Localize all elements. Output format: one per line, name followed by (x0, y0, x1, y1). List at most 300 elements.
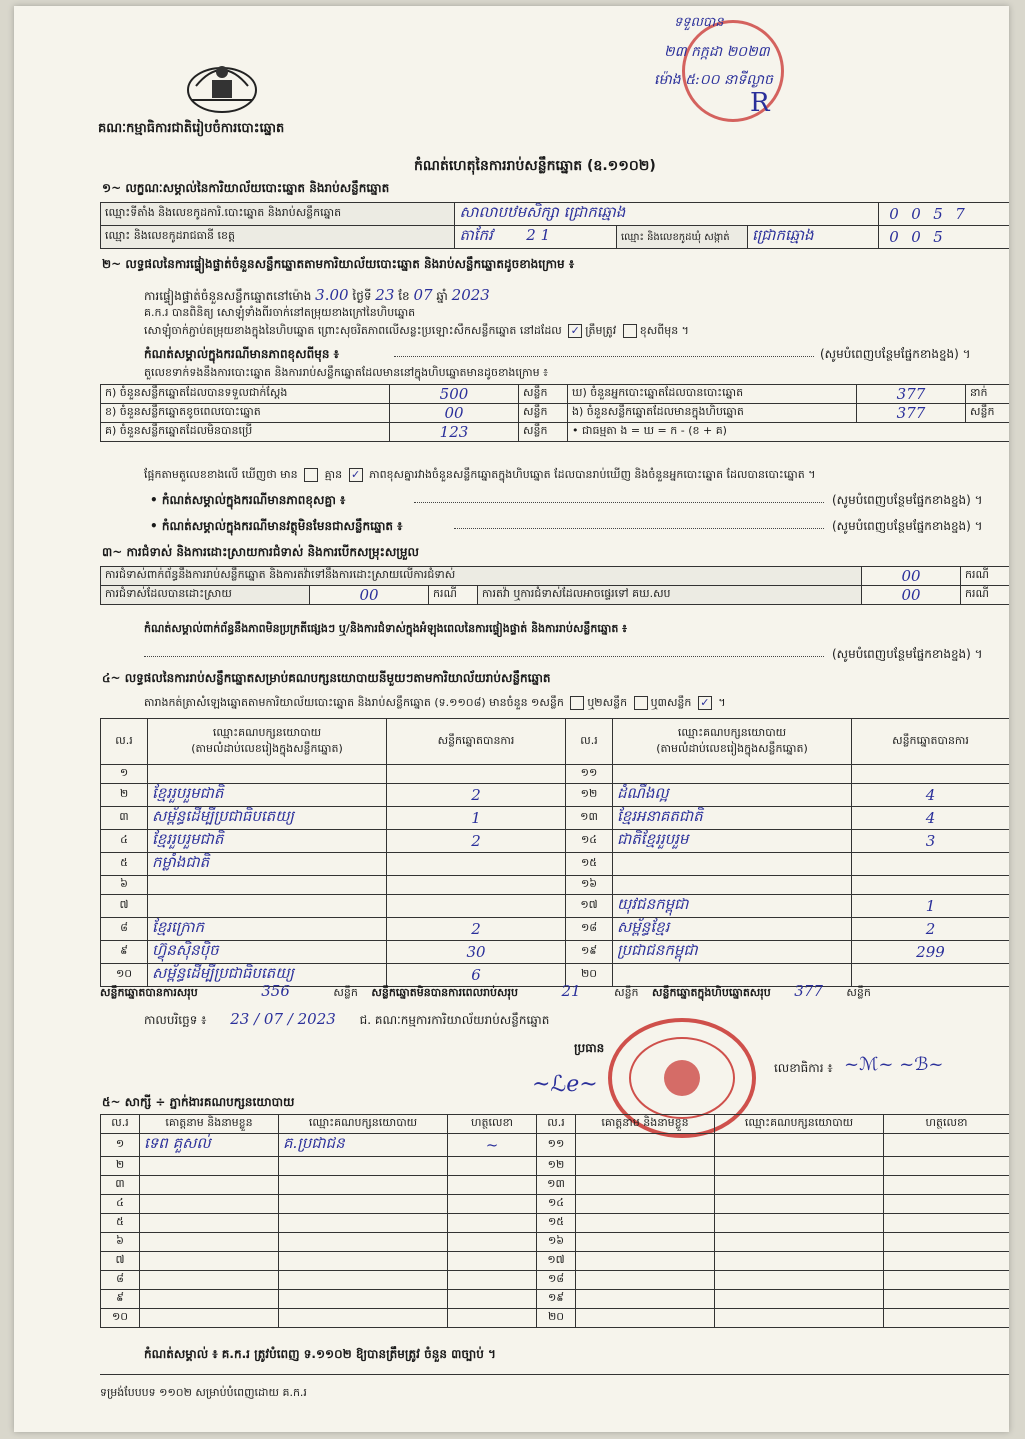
wrong-label: ខុសពីមុន (639, 324, 679, 337)
row-no-cell (566, 784, 613, 807)
resolved-label: ការជំទាស់ដែលបានដោះស្រាយ (101, 586, 310, 605)
witness-no: ១៩ (547, 1291, 565, 1304)
verify-year: 2023 (451, 286, 490, 304)
section1-table (100, 202, 1009, 249)
bullet-object-line[interactable] (454, 528, 824, 529)
committee-line: ជ. គណៈកម្មការការិយាល័យរាប់សន្លឹកឆ្នោត (359, 1013, 550, 1027)
objection-row1-label: ការជំទាស់ពាក់ព័ន្ធនឹងការរាប់សន្លឹកឆ្នោត និងការតវ៉ាទៅនឹងការដោះស្រាយលើការជំទាស់ (101, 567, 862, 586)
row-party-cell (613, 895, 852, 918)
row-no-cell (566, 895, 613, 918)
witness-party-cell (279, 1233, 448, 1252)
objection-unit: ករណី (961, 567, 1010, 586)
sheets-one-checkbox[interactable] (570, 696, 584, 710)
row-d-value-cell (857, 385, 966, 404)
witness-name-cell[interactable] (576, 1176, 715, 1195)
row-votes: 2 (471, 786, 481, 804)
witness-party-cell[interactable] (715, 1233, 884, 1252)
row-no-cell (566, 807, 613, 830)
row-d-value: 377 (896, 385, 926, 403)
row-no: ៩ (120, 944, 128, 957)
row-party: ជាតិខ្មែររួបរួម (617, 830, 689, 848)
witness-no-cell (101, 1176, 140, 1195)
row1-code (878, 203, 1009, 226)
sheets-line: តារាងកត់ត្រាសំឡេងឆ្នោតតាមការិយាល័យបោះឆ្នោត និងរាប់សន្លឹកឆ្នោត (ទ.១១០៨) មានចំនួន ១សន្លឹក ឬ២សន្លឹក ឬ៣សន្លឹក ✓ ។ (144, 696, 726, 709)
witness-name-cell[interactable] (576, 1134, 715, 1157)
witness-no: ១៥ (547, 1215, 565, 1228)
row-party-cell (613, 807, 852, 830)
witness-no-cell (101, 1195, 140, 1214)
footer-divider (100, 1374, 1009, 1375)
witness-name-cell[interactable] (576, 1233, 715, 1252)
row-party-cell (613, 765, 852, 784)
witness-name-cell (140, 1233, 279, 1252)
secretary-label: លេខាធិការ ៖ (774, 1061, 833, 1075)
w-col-sign: ហត្ថលេខា (448, 1115, 537, 1134)
president-signature: ~ℒℯ~ (532, 1072, 598, 1097)
row-party-cell (613, 853, 852, 876)
row-party-cell (148, 853, 387, 876)
row-no: ១ (119, 766, 129, 779)
row-votes-cell (387, 784, 566, 807)
row-party: ខ្មែររួបរួមជាតិ (152, 784, 224, 802)
stamp-line1: ទទួលបាន (674, 15, 724, 30)
witness-no-cell (101, 1134, 140, 1157)
row-party-cell (148, 807, 387, 830)
witness-table (100, 1114, 1009, 1328)
results-table (100, 718, 1009, 987)
witness-name-cell[interactable] (576, 1214, 715, 1233)
witness-name-cell[interactable] (576, 1252, 715, 1271)
row-no: ១៣ (580, 810, 598, 823)
row-party: សម្ព័ន្ធដើម្បីប្រជាធិបតេយ្យ (152, 964, 294, 982)
row-party-cell (148, 784, 387, 807)
witness-sign-cell[interactable] (884, 1157, 1010, 1176)
row-votes: 1 (471, 809, 481, 827)
president-label: ប្រធាន (574, 1041, 605, 1055)
witness-sign-cell[interactable] (884, 1233, 1010, 1252)
form-title: កំណត់ហេតុនៃការរាប់សន្លឹកឆ្នោត (ឧ.១១០២) (414, 158, 656, 174)
commune-cell (747, 226, 878, 249)
witness-no: ១ (115, 1137, 125, 1150)
table-row (101, 830, 1010, 853)
row-no: ១២ (580, 787, 598, 800)
witness-sign-cell (448, 1309, 537, 1328)
row-votes-cell (387, 765, 566, 784)
row-no: ១៤ (580, 833, 598, 846)
row-votes: 6 (471, 966, 481, 984)
row-no-cell (566, 765, 613, 784)
sheets-intro: តារាងកត់ត្រាសំឡេងឆ្នោតតាមការិយាល័យបោះឆ្នោត និងរាប់សន្លឹកឆ្នោត (ទ.១១០៨) មានចំនួន ១សន្លឹក (144, 696, 564, 709)
section1-title: ១~ លក្ខណៈសម្គាល់នៃការិយាល័យបោះឆ្នោត និងរាប់សន្លឹកឆ្នោត (102, 181, 390, 195)
commune-code (878, 226, 1009, 249)
witness-sign-cell (448, 1157, 537, 1176)
row-votes-cell (852, 895, 1010, 918)
witness-party-cell (279, 1214, 448, 1233)
witness-body (101, 1134, 1010, 1328)
witness-name-cell (140, 1157, 279, 1176)
row-no: ១៦ (580, 877, 598, 890)
objections-table (100, 566, 1009, 605)
compare-text-a: ផ្អែកតាមតួលេខខាងលើ ឃើញថា មាន (144, 468, 298, 481)
objection-row1-value-cell (862, 567, 961, 586)
witness-name-cell (140, 1290, 279, 1309)
witness-no: ២ (115, 1158, 125, 1171)
witness-no-cell (537, 1214, 576, 1233)
row-votes: 30 (466, 943, 486, 961)
row2-label: ឈ្មោះ និងលេខកូដរាជធានី ខេត្ត (101, 226, 455, 249)
total-box-label: សន្លឹកឆ្នោតក្នុងហិបឆ្នោតសរុប (652, 986, 771, 999)
table-row (101, 765, 1010, 784)
witness-no: ៥ (116, 1215, 124, 1228)
witness-sign-cell[interactable] (884, 1176, 1010, 1195)
col-party-title: ឈ្មោះគណបក្សនយោបាយ (212, 725, 322, 739)
irregularity-line[interactable] (144, 656, 824, 657)
witness-name-cell[interactable] (576, 1157, 715, 1176)
witness-no-cell (101, 1271, 140, 1290)
row-votes: 4 (925, 786, 936, 804)
witness-no: ៧ (115, 1253, 125, 1266)
witness-no: ៣ (115, 1177, 125, 1190)
witness-party-cell[interactable] (715, 1271, 884, 1290)
col-votes-2: សន្លឹកឆ្នោតបានការ (852, 719, 1010, 765)
witness-no: ១៤ (547, 1196, 565, 1209)
witness-sign-cell[interactable] (884, 1134, 1010, 1157)
sheets-three-label: ឬ៣សន្លឹក (650, 696, 692, 709)
table-row (101, 1233, 1010, 1252)
footer-note: កំណត់សម្គាល់ ៖ គ.ក.រ ត្រូវបំពេញ ទ.១១០២ ឱ្យបានត្រឹមត្រូវ ចំនួន ៣ច្បាប់ ។ (144, 1347, 496, 1361)
witness-sign-cell (448, 1233, 537, 1252)
witness-no: ៨ (116, 1272, 124, 1285)
row-party-cell (613, 876, 852, 895)
total-box-unit: សន្លឹក (846, 986, 871, 999)
wrong-checkbox[interactable] (623, 324, 637, 338)
fill-more-3: (សូមបំពេញបន្ថែមផ្នែកខាងខ្នង) ។ (832, 519, 983, 533)
witness-sign-cell[interactable] (884, 1271, 1010, 1290)
row-party: ដំណឹងល្អ (617, 784, 669, 802)
verify-text-d: ឆ្នាំ (436, 289, 448, 303)
form-sheet (14, 6, 1009, 1432)
bullet-diff: • កំណត់សម្គាល់ក្នុងករណីមានភាពខុសគ្នា ៖ (150, 493, 346, 507)
verify-line1 (144, 286, 490, 306)
objection-row1-value: 00 (901, 567, 921, 585)
row-party-cell (613, 918, 852, 941)
table-row (101, 1176, 1010, 1195)
witness-name-cell (140, 1309, 279, 1328)
witness-no: ១៨ (547, 1272, 565, 1285)
witness-party-cell (279, 1290, 448, 1309)
witness-party-cell[interactable] (715, 1134, 884, 1157)
row-no-cell (101, 918, 148, 941)
witness-name-cell[interactable] (576, 1195, 715, 1214)
row-party-cell (148, 895, 387, 918)
row1-label: ឈ្មោះទីតាំង និងលេខកូដការិ.បោះឆ្នោត និងរាប់សន្លឹកឆ្នោត (101, 203, 455, 226)
witness-sign-cell (448, 1195, 537, 1214)
witness-name-cell[interactable] (576, 1309, 715, 1328)
witness-name-cell[interactable] (576, 1290, 715, 1309)
witness-no: ១១ (547, 1137, 565, 1150)
witness-name-cell (140, 1271, 279, 1290)
diff-note-line[interactable] (394, 356, 814, 357)
row-no-cell (101, 941, 148, 964)
row-no: ១៩ (580, 944, 598, 957)
witness-no-cell (537, 1157, 576, 1176)
row-no: ១៥ (580, 856, 598, 869)
witness-no: ៤ (116, 1196, 124, 1209)
date-line (144, 1010, 549, 1030)
row-no-cell (101, 784, 148, 807)
row-no-cell (566, 918, 613, 941)
witness-party-cell[interactable] (715, 1157, 884, 1176)
witness-party-cell (279, 1134, 448, 1157)
witness-party-cell (279, 1309, 448, 1328)
row-votes-cell (852, 765, 1010, 784)
row-party: សម្ព័ន្ធដើម្បីប្រជាធិបតេយ្យ (152, 807, 294, 825)
table-row (101, 918, 1010, 941)
verify-line2: សោឡុំចាក់ភ្ជាប់តម្រុយខាងក្នុងនៃហិបឆ្នោត ព្រោះសុចរិតភាពលើសន្លះប្រឡោះសឹកសន្លឹកឆ្នោត នៅដដែល ✓ ត្រឹមត្រូវ ខុសពីមុន ។ (144, 324, 689, 337)
witness-sign-cell[interactable] (884, 1195, 1010, 1214)
code-digit: 5 (933, 205, 943, 223)
row-no: ១៨ (580, 921, 598, 934)
secretary-signature: ~ℳ~ ~ℬ~ (844, 1054, 944, 1075)
w-col-party-2: ឈ្មោះគណបក្សនយោបាយ (715, 1115, 884, 1134)
witness-no-cell (537, 1233, 576, 1252)
verify-month: 07 (413, 286, 433, 304)
province-cell (455, 226, 616, 249)
province-code: 2 1 (526, 226, 551, 244)
row-votes: 2 (471, 920, 481, 938)
row-a-label: ក) ចំនួនសន្លឹកឆ្នោតដែលបានទទួលជាក់ស្តែង (101, 385, 390, 404)
witness-sign-cell[interactable] (884, 1290, 1010, 1309)
totals-line (100, 982, 871, 1002)
row-d-unit: នាក់ (966, 385, 1010, 404)
row-b-value: 00 (444, 404, 464, 422)
code-digit: 7 (955, 205, 965, 223)
row-no-cell (101, 765, 148, 784)
col-party-2 (613, 719, 852, 765)
row-b-value-cell (390, 404, 519, 423)
fill-more-1: (សូមបំពេញបន្ថែមផ្នែកខាងខ្នង) ។ (820, 347, 971, 361)
row-party-cell (613, 830, 852, 853)
sheets-two-checkbox[interactable] (634, 696, 648, 710)
no-diff-checkbox[interactable]: ✓ (349, 468, 363, 482)
sheets-three-checkbox[interactable]: ✓ (698, 696, 712, 710)
code-digit: 0 (911, 205, 921, 223)
row-no-cell (566, 941, 613, 964)
witness-sign-cell (448, 1134, 537, 1157)
witness-name-cell (140, 1195, 279, 1214)
total-valid: 356 (261, 982, 290, 1000)
stamp-date: ២៣ កក្កដា ២០២៣ (664, 44, 770, 60)
table-row (101, 1271, 1010, 1290)
witness-party-cell[interactable] (715, 1290, 884, 1309)
verify-text-c: ខែ (398, 289, 410, 303)
witness-no-cell (537, 1252, 576, 1271)
row-party-cell (613, 784, 852, 807)
table-row (101, 895, 1010, 918)
row-e-label: ង) ចំនួនសន្លឹកឆ្នោតដែលមានក្នុងហិបឆ្នោត (568, 404, 857, 423)
row-c-unit: សន្លឹក (519, 423, 568, 442)
row-votes-cell (387, 918, 566, 941)
irregularity-note: កំណត់សម្គាល់ពាក់ព័ន្ធនឹងភាពមិនប្រក្រតីផ្សេងៗ ឬ/និងការជំទាស់ក្នុងអំឡុងពេលនៃការផ្ទៀងផ្ទាត់ និងការរាប់សន្លឹកឆ្នោត ៖ (144, 622, 628, 635)
witness-no: ១០ (111, 1310, 129, 1323)
total-invalid-unit: សន្លឹក (614, 986, 639, 999)
row-b-unit: សន្លឹក (519, 404, 568, 423)
table-row (101, 807, 1010, 830)
witness-no: ១៧ (547, 1253, 565, 1266)
compare-text-c: ភាពខុសគ្នារវាងចំនួនសន្លឹកឆ្នោតក្នុងហិបឆ្នោត ដែលបានរាប់ឃើញ និងចំនួនអ្នកបោះឆ្នោត ដែលបានបោះឆ្នោត ។ (369, 468, 816, 481)
code-digit: 0 (889, 205, 899, 223)
row-party: ខ្មែរក្រោក (152, 918, 205, 936)
compare-line (144, 468, 815, 484)
witness-no-cell (537, 1290, 576, 1309)
witness-name: ទេព គួសល់ (144, 1134, 211, 1152)
verify-day: 23 (375, 286, 395, 304)
row-no: ៣ (119, 810, 129, 823)
row-a-value: 500 (439, 385, 469, 403)
row-no: ៧ (119, 898, 129, 911)
row-d-label: ឃ) ចំនួនអ្នកបោះឆ្នោតដែលបានបោះឆ្នោត (568, 385, 857, 404)
w-col-party: ឈ្មោះគណបក្សនយោបាយ (279, 1115, 448, 1134)
table-row (101, 1214, 1010, 1233)
row-party-cell (148, 876, 387, 895)
witness-no-cell (537, 1176, 576, 1195)
committee-name: គណៈកម្មាធិការជាតិរៀបចំការបោះឆ្នោត (98, 121, 285, 136)
witness-sign-cell[interactable] (884, 1309, 1010, 1328)
col-party-sub: (តាមលំដាប់លេខរៀងក្នុងសន្លឹកឆ្នោត) (191, 741, 343, 755)
row-party: កម្លាំងជាតិ (152, 853, 210, 871)
sheets-two-label: ឬ២សន្លឹក (587, 696, 628, 709)
witness-party: គ.ប្រជាជន (283, 1134, 345, 1152)
table-row (101, 1309, 1010, 1328)
results-body (101, 765, 1010, 987)
witness-party-cell[interactable] (715, 1309, 884, 1328)
witness-no: ១២ (547, 1158, 565, 1171)
table-row (101, 784, 1010, 807)
witness-party-cell[interactable] (715, 1214, 884, 1233)
row-votes-cell (852, 941, 1010, 964)
witness-no: ៦ (116, 1234, 124, 1247)
row-votes-cell (387, 853, 566, 876)
has-diff-checkbox[interactable] (304, 468, 318, 482)
row-no-cell (566, 853, 613, 876)
section4-title: ៤~ លទ្ធផលនៃការរាប់សន្លឹកឆ្នោតសម្រាប់គណបក្សនយោបាយនីមួយៗតាមការិយាល័យរាប់សន្លឹកឆ្នោត (102, 671, 551, 685)
col-votes: សន្លឹកឆ្នោតបានការ (387, 719, 566, 765)
col-no: ល.រ (101, 719, 148, 765)
row-no-cell (101, 876, 148, 895)
row-no-cell (566, 876, 613, 895)
row1-value: សាលាបឋមសិក្សា ជ្រោកឆ្មោង (459, 203, 626, 221)
commune-name: ជ្រោកឆ្មោង (751, 226, 814, 244)
diff-note-label: កំណត់សម្គាល់ក្នុងករណីមានភាពខុសពីមុន ៖ (144, 347, 339, 361)
row-votes-cell (387, 895, 566, 918)
transfer-value-cell (862, 586, 961, 605)
witness-party-cell[interactable] (715, 1252, 884, 1271)
witness-no-cell (101, 1309, 140, 1328)
code-digit: 5 (933, 228, 943, 246)
formula-note: • ជាធម្មតា ង = ឃ = ក - (ខ + គ) (568, 423, 1010, 442)
witness-no-cell (101, 1157, 140, 1176)
row-e-value-cell (857, 404, 966, 423)
witness-sign-cell (448, 1290, 537, 1309)
total-valid-label: សន្លឹកឆ្នោតបានការសរុប (100, 986, 198, 999)
bullet-diff-line[interactable] (414, 502, 824, 503)
row1-value-cell (455, 203, 879, 226)
row-a-unit: សន្លឹក (519, 385, 568, 404)
row-no: ២ (119, 787, 129, 800)
row-party: ហ៊្វុនស៊ិនប៉ិច (152, 941, 219, 959)
witness-no-cell (101, 1214, 140, 1233)
row-no: ៥ (120, 856, 128, 869)
correct-label: ត្រឹមត្រូវ (585, 324, 617, 337)
row-votes: 2 (925, 920, 936, 938)
row-party-cell (148, 918, 387, 941)
resolved-unit: ករណី (429, 586, 478, 605)
witness-party-cell[interactable] (715, 1176, 884, 1195)
witness-sign: ~ (485, 1136, 499, 1154)
col-party-title-2: ឈ្មោះគណបក្សនយោបាយ (677, 725, 787, 739)
section2-title: ២~ លទ្ធផលនៃការផ្ទៀងផ្ទាត់ចំនួនសន្លឹកឆ្នោតតាមការិយាល័យបោះឆ្នោត និងរាប់សន្លឹកឆ្នោតដូចខាងក្រោម ៖ (102, 257, 575, 271)
col-party-sub-2: (តាមលំដាប់លេខរៀងក្នុងសន្លឹកឆ្នោត) (656, 741, 808, 755)
col-party (148, 719, 387, 765)
row-no: ៦ (120, 877, 128, 890)
witness-no-cell (101, 1290, 140, 1309)
verify-line2-text: សោឡុំចាក់ភ្ជាប់តម្រុយខាងក្នុងនៃហិបឆ្នោត ព្រោះសុចរិតភាពលើសន្លះប្រឡោះសឹកសន្លឹកឆ្នោត នៅដដែល (144, 324, 562, 337)
transfer-value: 00 (901, 586, 921, 604)
row-party: ខ្មែរអនាគតជាតិ (617, 807, 703, 825)
row-party: សម្ព័ន្ធខ្មែរ (617, 918, 670, 936)
row-c-value-cell (390, 423, 519, 442)
w-col-no: ល.រ (101, 1115, 140, 1134)
row-votes-cell (852, 830, 1010, 853)
date-value: 23 / 07 / 2023 (230, 1010, 336, 1028)
row-votes-cell (852, 784, 1010, 807)
witness-party-cell (279, 1271, 448, 1290)
witness-sign-cell[interactable] (884, 1214, 1010, 1233)
witness-sign-cell (448, 1252, 537, 1271)
row-party: ប្រជាជនកម្ពុជា (617, 941, 698, 959)
witness-no: ១៣ (547, 1177, 565, 1190)
resolved-value: 00 (359, 586, 379, 604)
witness-sign-cell[interactable] (884, 1252, 1010, 1271)
numbers-table (100, 384, 1009, 442)
witness-party-cell (279, 1176, 448, 1195)
correct-checkbox[interactable]: ✓ (568, 324, 582, 338)
numbers-intro: តួលេខទាក់ទងនឹងការបោះឆ្នោត និងការរាប់សន្លឹកឆ្នោតដែលមាននៅក្នុងហិបឆ្នោតមានដូចខាងក្រោម ៖ (144, 366, 548, 379)
table-row (101, 876, 1010, 895)
witness-party-cell[interactable] (715, 1195, 884, 1214)
fill-more-2: (សូមបំពេញបន្ថែមផ្នែកខាងខ្នង) ។ (832, 493, 983, 507)
code-digit: 0 (889, 228, 899, 246)
footer-form-ref: ទម្រង់បែបបទ ១១០២ សម្រាប់បំពេញដោយ គ.ក.រ (100, 1386, 307, 1399)
witness-party-cell (279, 1195, 448, 1214)
row-party: យុវជនកម្ពុជា (617, 895, 689, 913)
fill-more-4: (សូមបំពេញបន្ថែមផ្នែកខាងខ្នង) ។ (832, 647, 983, 661)
row-no-cell (101, 807, 148, 830)
row-party-cell (148, 830, 387, 853)
witness-no-cell (537, 1195, 576, 1214)
witness-name-cell[interactable] (576, 1271, 715, 1290)
stamp-initials: R (750, 88, 770, 118)
row-votes: 1 (925, 897, 936, 915)
compare-text-b: គ្មាន (324, 468, 343, 481)
witness-no-cell (101, 1252, 140, 1271)
total-valid-unit: សន្លឹក (333, 986, 358, 999)
row-votes: 2 (471, 832, 481, 850)
date-label: កាលបរិច្ឆេទ ៖ (144, 1013, 207, 1027)
witness-no-cell (537, 1134, 576, 1157)
row-no-cell (101, 853, 148, 876)
total-box: 377 (794, 982, 823, 1000)
